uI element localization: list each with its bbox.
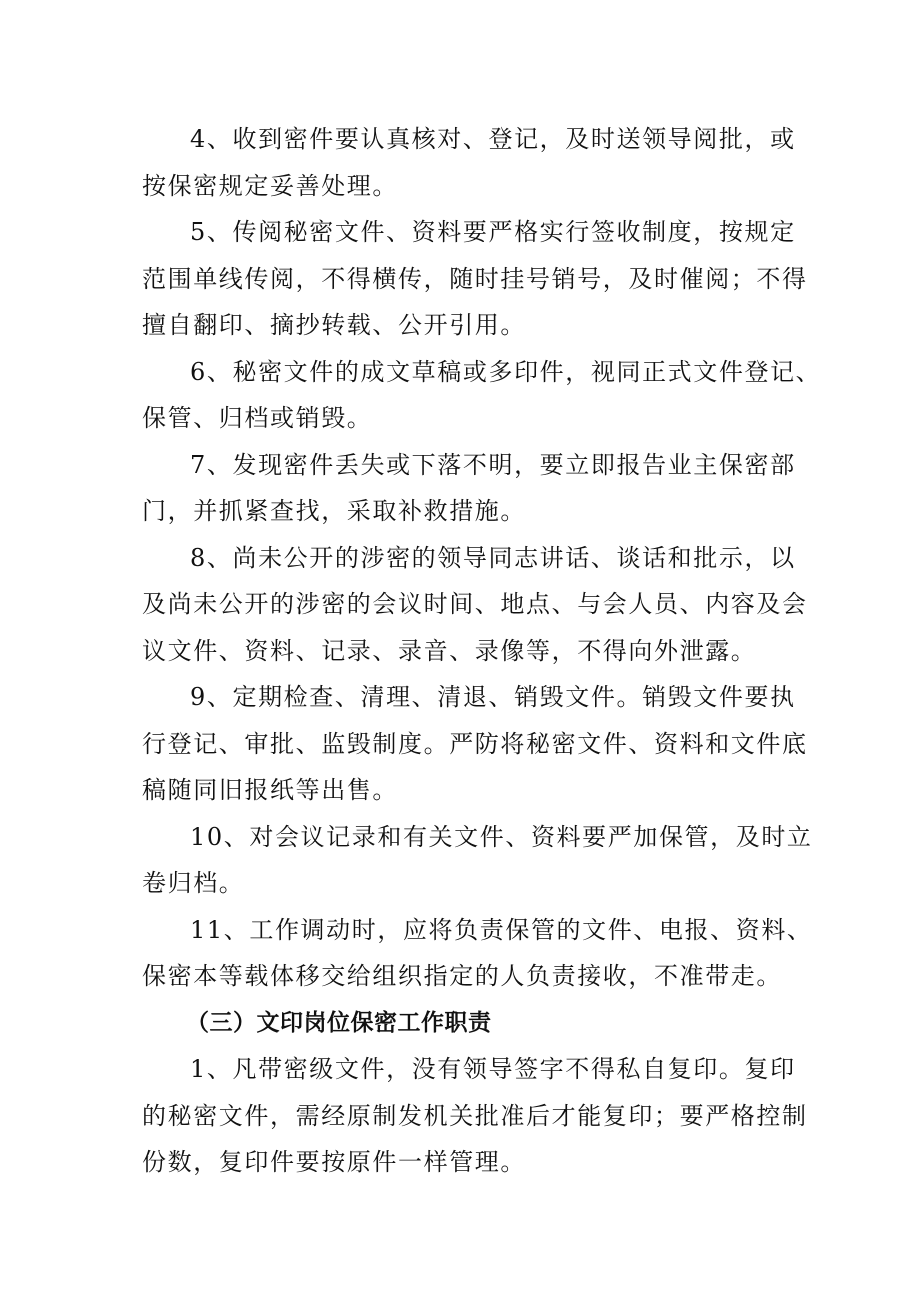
text-line: 的秘密文件，需经原制发机关批准后才能复印；要严格控制 (142, 1101, 808, 1130)
text-line: 10、对会议记录和有关文件、资料要严加保管，及时立 (190, 822, 813, 851)
text-line: 1、凡带密级文件，没有领导签字不得私自复印。复印 (190, 1055, 796, 1083)
text-line: 份数，复印件要按原件一样管理。 (142, 1148, 526, 1176)
paragraph-item-11 (142, 907, 813, 1000)
paragraph-item-9 (142, 674, 808, 814)
text-line: 11、工作调动时，应将负责保管的文件、电报、资料、 (190, 915, 813, 944)
text-line: 范围单线传阅，不得横传，随时挂号销号，及时催阅；不得 (142, 264, 808, 293)
text-line: 7、发现密件丢失或下落不明，要立即报告业主保密部 (190, 450, 796, 479)
text-line: 8、尚未公开的涉密的领导同志讲话、谈话和批示，以 (190, 543, 796, 572)
paragraph-item-6 (142, 349, 822, 442)
paragraph-item-10 (142, 814, 813, 907)
text-line: 6、秘密文件的成文草稿或多印件，视同正式文件登记、 (190, 357, 822, 386)
paragraph-item-5 (142, 209, 808, 349)
text-line: 稿随同旧报纸等出售。 (142, 776, 398, 804)
text-line: 保密本等载体移交给组织指定的人负责接收，不准带走。 (142, 962, 782, 990)
document-body (142, 116, 822, 1186)
text-line: 5、传阅秘密文件、资料要严格实行签收制度，按规定 (190, 218, 796, 246)
paragraph-item-4 (142, 116, 796, 209)
section-paragraph-item-1 (142, 1046, 808, 1186)
paragraph-item-7 (142, 442, 796, 535)
text-line: 议文件、资料、记录、录音、录像等，不得向外泄露。 (142, 636, 757, 665)
text-line: 卷归档。 (142, 869, 245, 897)
paragraph-item-8 (142, 535, 808, 675)
text-line: 擅自翻印、摘抄转载、公开引用。 (142, 311, 526, 339)
text-line: 4、收到密件要认真核对、登记，及时送领导阅批，或 (190, 125, 796, 153)
text-line: 9、定期检查、清理、清退、销毁文件。销毁文件要执 (190, 683, 796, 711)
text-line: 行登记、审批、监毁制度。严防将秘密文件、资料和文件底 (142, 729, 808, 758)
text-line: 及尚未公开的涉密的会议时间、地点、与会人员、内容及会 (142, 590, 808, 618)
text-line: 按保密规定妥善处理。 (142, 171, 398, 200)
text-line: 门，并抓紧查找，采取补救措施。 (142, 497, 526, 525)
text-line: 保管、归档或销毁。 (142, 404, 373, 432)
section-heading: （三）文印岗位保密工作职责 (186, 1009, 492, 1036)
